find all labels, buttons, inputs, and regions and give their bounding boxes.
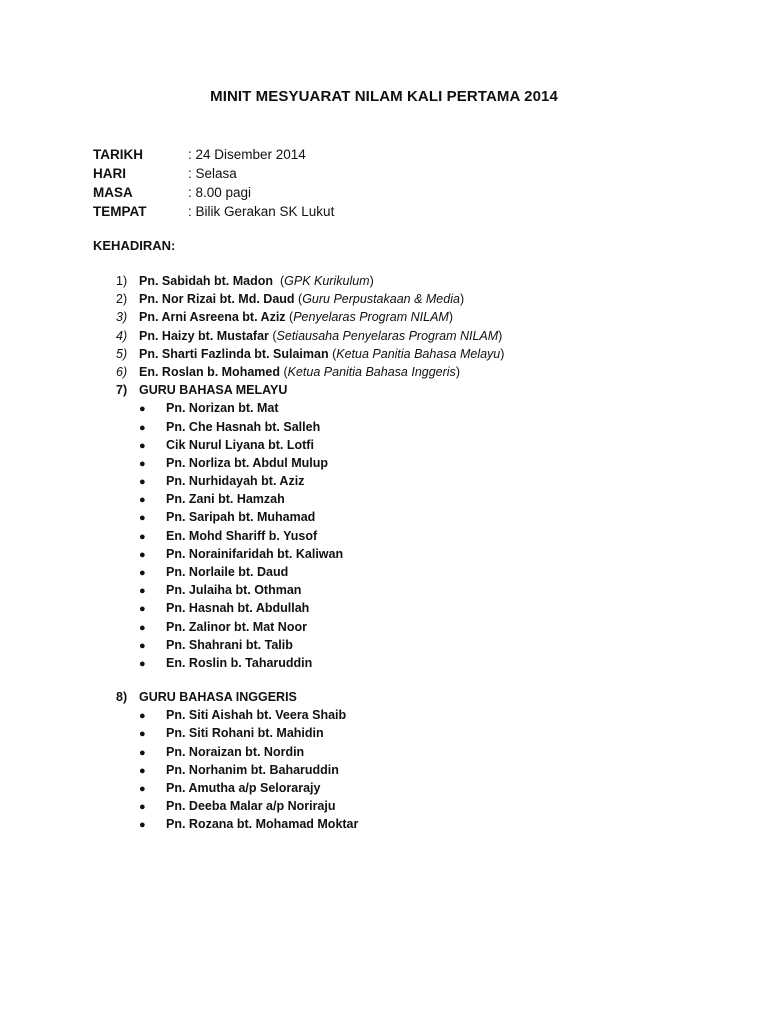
bullet-icon: ● [139, 567, 146, 579]
bullet-icon: ● [139, 801, 146, 814]
bullet-icon: ● [139, 764, 146, 777]
bullet-icon: ● [139, 457, 146, 470]
meta-value: : Selasa [188, 166, 237, 181]
bullet-icon: ● [139, 530, 146, 543]
meta-value: : Bilik Gerakan SK Lukut [188, 204, 335, 219]
item-number: 3) [116, 310, 128, 325]
meta-value: : 8.00 pagi [188, 185, 252, 200]
bahasa-melayu-members [139, 399, 504, 672]
meta-key: TARIKH [93, 147, 143, 162]
list-item: ● Pn. Norhanim bt. Baharuddin [139, 761, 358, 779]
bullet-icon: ● [139, 621, 146, 634]
bullet-icon: ● [139, 728, 146, 741]
list-item: 3) Pn. Arni Asreena bt. Aziz (Penyelaras Program NILAM) [116, 308, 504, 326]
list-item: ● Pn. Shahrani bt. Talib [139, 636, 504, 654]
section-heading-bahasa-melayu [116, 381, 504, 399]
list-item: ● Pn. Hasnah bt. Abdullah [139, 599, 504, 617]
item-number: 5) [116, 346, 128, 361]
list-item: ● Pn. Nurhidayah bt. Aziz [139, 472, 504, 490]
list-item: ● Cik Nurul Liyana bt. Lotfi [139, 436, 504, 454]
attendee-name: Pn. Sharti Fazlinda bt. Sulaiman [139, 346, 329, 361]
list-item: ● Pn. Julaiha bt. Othman [139, 581, 504, 599]
bullet-icon: ● [139, 548, 146, 561]
meta-row-tarikh [93, 145, 334, 164]
attendee-role: Penyelaras Program NILAM [293, 310, 449, 325]
list-item: 5) Pn. Sharti Fazlinda bt. Sulaiman (Ketua Panitia Bahasa Melayu) [116, 345, 504, 363]
list-item: ● Pn. Rozana bt. Mohamad Moktar [139, 815, 358, 833]
meta-row-hari [93, 164, 334, 183]
meta-key: MASA [93, 185, 133, 200]
meta-row-masa [93, 183, 334, 202]
item-number: 1) [116, 274, 128, 288]
list-item: ● Pn. Norliza bt. Abdul Mulup [139, 454, 504, 472]
item-number: 7) [116, 383, 128, 398]
bullet-icon: ● [139, 710, 146, 723]
meta-key: TEMPAT [93, 204, 147, 219]
section-heading-bahasa-inggeris [116, 688, 358, 706]
list-item: ● En. Mohd Shariff b. Yusof [139, 527, 504, 545]
attendee-role: GPK Kurikulum [284, 274, 370, 288]
kehadiran-heading: KEHADIRAN: [93, 238, 176, 253]
bullet-icon: ● [139, 512, 146, 525]
bullet-icon: ● [139, 403, 146, 416]
attendee-name: Pn. Sabidah bt. Madon [139, 274, 274, 288]
list-item: ● Pn. Deeba Malar a/p Noriraju [139, 797, 358, 815]
list-item: ● En. Roslin b. Taharuddin [139, 654, 504, 672]
bullet-icon: ● [139, 421, 146, 434]
list-item: ● Pn. Siti Rohani bt. Mahidin [139, 724, 358, 742]
attendee-role: Ketua Panitia Bahasa Melayu [336, 346, 501, 361]
attendee-name: En. Roslan b. Mohamed [139, 364, 280, 379]
list-item: ● Pn. Noraizan bt. Nordin [139, 743, 358, 761]
list-item: 4) Pn. Haizy bt. Mustafar (Setiausaha Penyelaras Program NILAM) [116, 327, 504, 345]
meta-value: : 24 Disember 2014 [188, 147, 306, 162]
bullet-icon: ● [139, 746, 146, 759]
attendee-name: Pn. Nor Rizai bt. Md. Daud [139, 292, 295, 307]
list-item: 2) Pn. Nor Rizai bt. Md. Daud (Guru Perpustakaan & Media) [116, 290, 504, 308]
attendee-role: Ketua Panitia Bahasa Inggeris [287, 364, 456, 379]
page-title: MINIT MESYUARAT NILAM KALI PERTAMA 2014 [210, 88, 558, 105]
bullet-icon: ● [139, 639, 146, 652]
bullet-icon: ● [139, 782, 146, 795]
item-number: 2) [116, 292, 128, 307]
attendee-list [116, 272, 504, 672]
bahasa-inggeris-list [116, 688, 358, 834]
item-number: 4) [116, 328, 128, 343]
meta-key: HARI [93, 166, 126, 181]
bullet-icon: ● [139, 657, 146, 670]
list-item: ● Pn. Norizan bt. Mat [139, 399, 504, 417]
list-item: ● Pn. Zalinor bt. Mat Noor [139, 618, 504, 636]
list-item: ● Pn. Norlaile bt. Daud [139, 563, 504, 581]
item-number: 8) [116, 690, 128, 704]
list-item: 1) Pn. Sabidah bt. Madon (GPK Kurikulum) [116, 272, 504, 290]
attendee-role: Setiausaha Penyelaras Program NILAM [276, 328, 499, 343]
list-item: ● Pn. Amutha a/p Selorarajy [139, 779, 358, 797]
section-title: GURU BAHASA INGGERIS [139, 690, 297, 704]
list-item: ● Pn. Zani bt. Hamzah [139, 490, 504, 508]
bullet-icon: ● [139, 439, 146, 452]
section-title: GURU BAHASA MELAYU [139, 383, 288, 398]
bullet-icon: ● [139, 585, 146, 598]
list-item: 6) En. Roslan b. Mohamed (Ketua Panitia Bahasa Inggeris) [116, 363, 504, 381]
list-item: ● Pn. Che Hasnah bt. Salleh [139, 418, 504, 436]
bahasa-inggeris-members [139, 706, 358, 833]
bullet-icon: ● [139, 494, 146, 507]
list-item: ● Pn. Saripah bt. Muhamad [139, 508, 504, 526]
attendee-name: Pn. Haizy bt. Mustafar [139, 328, 269, 343]
bullet-icon: ● [139, 476, 146, 489]
attendee-role: Guru Perpustakaan & Media [302, 292, 460, 307]
list-item: ● Pn. Siti Aishah bt. Veera Shaib [139, 706, 358, 724]
attendee-name: Pn. Arni Asreena bt. Aziz [139, 310, 286, 325]
list-item: ● Pn. Norainifaridah bt. Kaliwan [139, 545, 504, 563]
item-number: 6) [116, 364, 128, 379]
meeting-details [93, 145, 334, 221]
meta-row-tempat [93, 202, 334, 221]
bullet-icon: ● [139, 603, 146, 616]
bullet-icon: ● [139, 819, 146, 832]
